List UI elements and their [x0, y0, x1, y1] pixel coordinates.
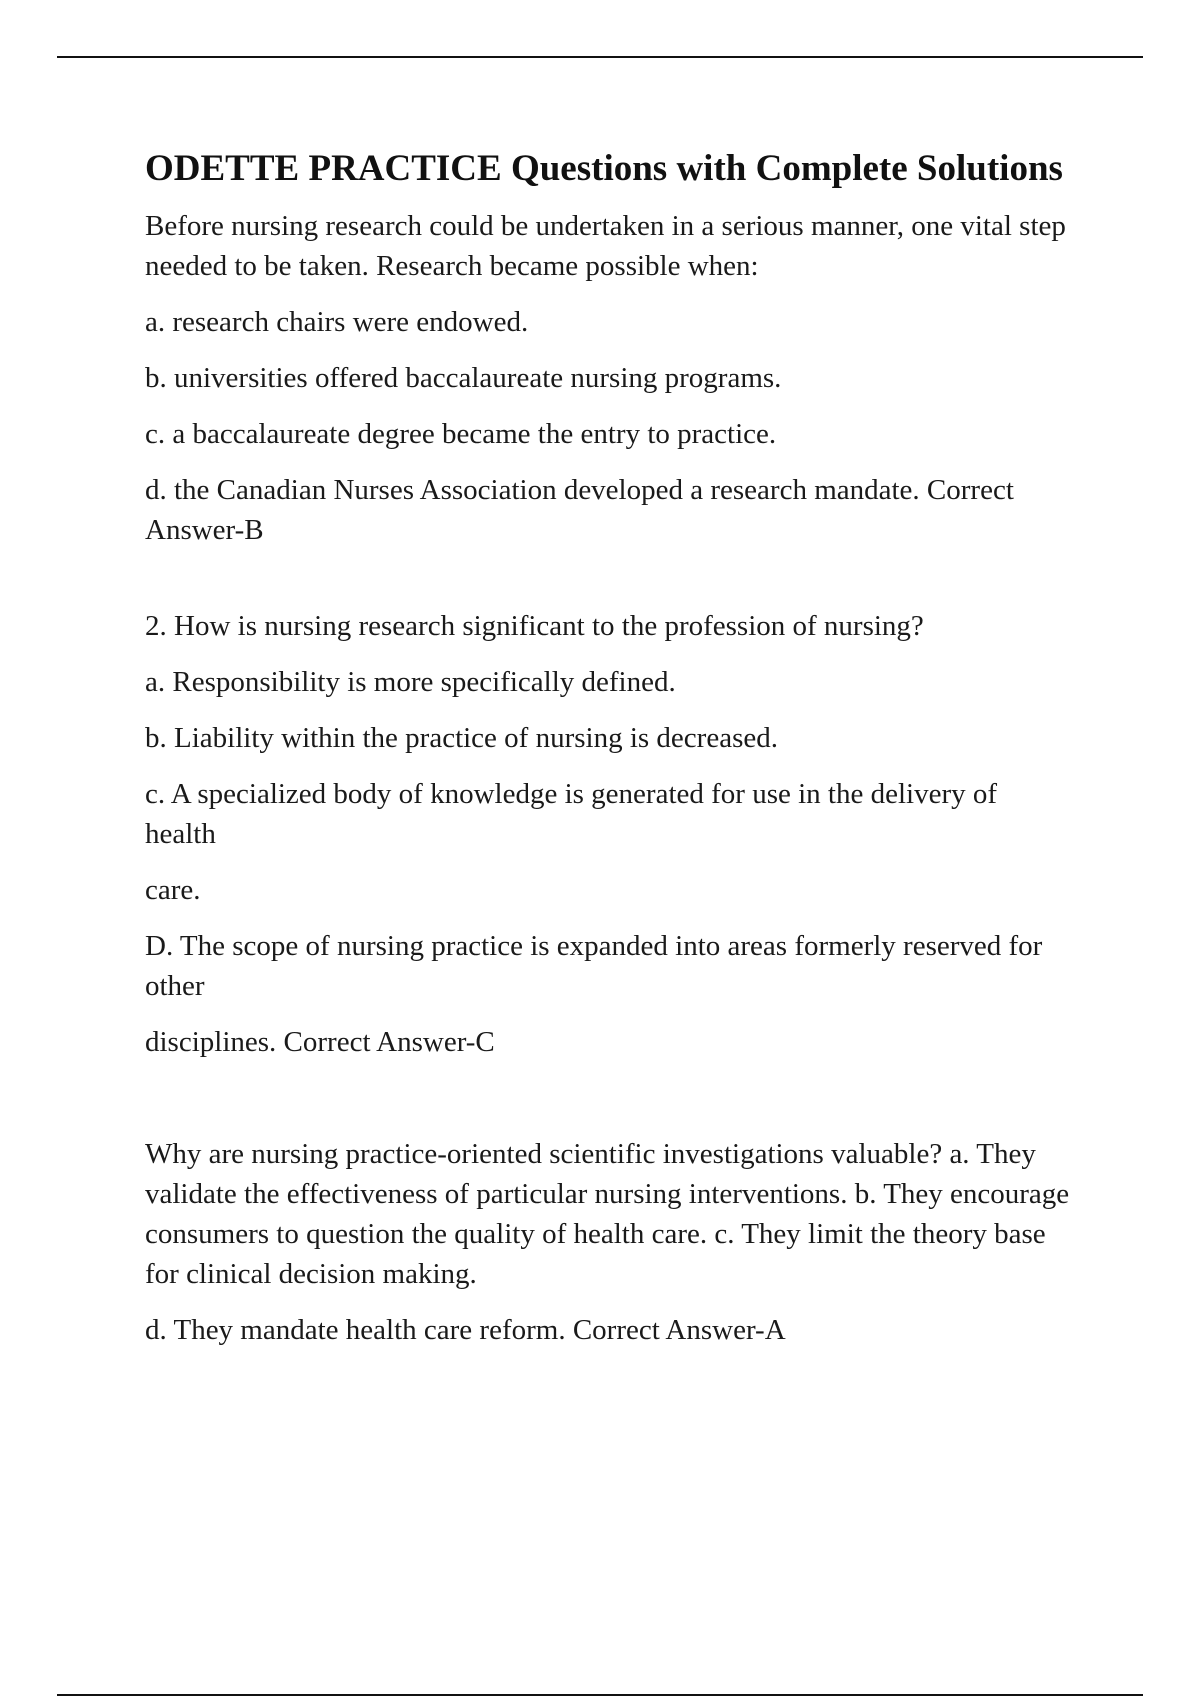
question-2 — [145, 606, 1075, 1062]
question-2-option-b: b. Liability within the practice of nursing is decreased. — [145, 722, 778, 754]
question-3 — [145, 1134, 1075, 1350]
question-2-option-c: c. A specialized body of knowledge is generated for use in the delivery of health — [145, 778, 998, 850]
document-body — [145, 144, 1075, 1350]
question-1-option-d-answer: d. the Canadian Nurses Association developed a research mandate. Correct Answer-B — [145, 474, 1014, 546]
top-rule — [57, 56, 1143, 58]
question-2-stem: 2. How is nursing research significant to the profession of nursing? — [145, 610, 924, 642]
question-1-stem: Before nursing research could be undertaken in a serious manner, one vital step needed to be taken. Research became possible when: — [145, 210, 1066, 282]
question-2-option-c-continued: care. — [145, 874, 201, 906]
question-2-option-a: a. Responsibility is more specifically defined. — [145, 666, 676, 698]
question-2-answer: disciplines. Correct Answer-C — [145, 1026, 495, 1058]
document-title: ODETTE PRACTICE Questions with Complete Solutions — [145, 148, 1063, 189]
question-3-option-d-answer: d. They mandate health care reform. Correct Answer-A — [145, 1314, 786, 1346]
question-2-option-d: D. The scope of nursing practice is expanded into areas formerly reserved for other — [145, 930, 1043, 1002]
question-3-stem: Why are nursing practice-oriented scientific investigations valuable? a. They validate the effectiveness of particular nursing interventions. b. They encourage consumers to question the quality of health care. c. They limit the theory base for clinical decision making. — [145, 1138, 1070, 1290]
question-1-option-c: c. a baccalaureate degree became the entry to practice. — [145, 418, 777, 450]
question-1-option-a: a. research chairs were endowed. — [145, 306, 529, 338]
question-1-option-b: b. universities offered baccalaureate nursing programs. — [145, 362, 782, 394]
bottom-rule — [57, 1694, 1143, 1696]
question-1 — [145, 206, 1075, 550]
